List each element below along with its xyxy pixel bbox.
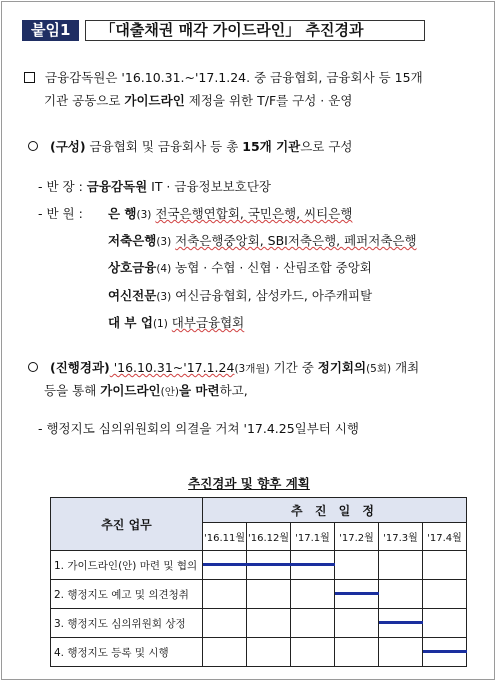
schedule-cell xyxy=(203,580,247,609)
schedule-cell xyxy=(203,609,247,638)
table-row xyxy=(51,580,467,609)
document-page xyxy=(1,1,495,680)
schedule-cell xyxy=(247,638,291,667)
schedule-cell xyxy=(291,580,335,609)
schedule-cell xyxy=(423,551,467,580)
member-label: - 반 원 : xyxy=(38,206,83,221)
circle-bullet-icon xyxy=(28,141,38,151)
member-row: 여신전문(3) 여신금융협회, 삼성카드, 아주캐피탈 xyxy=(108,288,373,303)
task-label: 1. 가이드라인(안) 마련 및 협의 xyxy=(51,551,203,580)
schedule-cell xyxy=(203,638,247,667)
month-header: '17.3월 xyxy=(379,523,423,551)
schedule-cell xyxy=(379,638,423,667)
schedule-cell xyxy=(335,638,379,667)
task-label: 2. 행정지도 예고 및 의견청취 xyxy=(51,580,203,609)
schedule-cell xyxy=(335,580,379,609)
member-row: 은 행(3) 전국은행연합회, 국민은행, 씨티은행 xyxy=(108,206,353,221)
schedule-column-header: 추 진 일 정 xyxy=(203,498,467,523)
schedule-cell xyxy=(203,551,247,580)
progress-line-3: - 행정지도 심의위원회의 의결을 거쳐 '17.4.25일부터 시행 xyxy=(38,421,359,436)
schedule-cell xyxy=(291,551,335,580)
schedule-bar xyxy=(423,650,467,653)
schedule-cell xyxy=(379,609,423,638)
member-row: 상호금융(4) 농협 · 수협 · 신협 · 산림조합 중앙회 xyxy=(108,260,372,275)
table-row xyxy=(51,609,467,638)
intro-line-2: 기관 공동으로 가이드라인 제정을 위한 T/F를 구성 · 운영 xyxy=(44,93,353,108)
schedule-cell xyxy=(247,609,291,638)
schedule-bar xyxy=(203,563,247,566)
schedule-cell xyxy=(335,551,379,580)
schedule-cell xyxy=(247,551,291,580)
schedule-cell xyxy=(247,580,291,609)
schedule-cell xyxy=(423,609,467,638)
schedule-bar xyxy=(335,592,379,595)
attachment-badge: 붙임1 xyxy=(22,20,79,41)
month-header: '17.1월 xyxy=(291,523,335,551)
schedule-bar xyxy=(246,563,291,566)
progress-line-2: 등을 통해 가이드라인(안)을 마련하고, xyxy=(44,383,248,398)
member-row: 저축은행(3) 저축은행중앙회, SBI저축은행, 페퍼저축은행 xyxy=(108,233,417,248)
task-column-header: 추진 업무 xyxy=(51,498,203,551)
schedule-bar xyxy=(290,563,335,566)
square-bullet-icon xyxy=(24,72,35,83)
composition-line: (구성) 금융협회 및 금융회사 등 총 15개 기관으로 구성 xyxy=(28,141,353,154)
task-label: 4. 행정지도 등록 및 시행 xyxy=(51,638,203,667)
schedule-cell xyxy=(291,638,335,667)
month-header: '17.4월 xyxy=(423,523,467,551)
schedule-cell xyxy=(379,580,423,609)
month-header: '17.2월 xyxy=(335,523,379,551)
table-row xyxy=(51,551,467,580)
schedule-cell xyxy=(335,609,379,638)
leader-line: - 반 장 : 금융감독원 IT · 금융정보보호단장 xyxy=(38,179,271,194)
circle-bullet-icon xyxy=(28,362,38,372)
schedule-cell xyxy=(423,580,467,609)
intro-line-1: 금융감독원은 '16.10.31.~'17.1.24. 중 금융협회, 금융회사 등 15개 xyxy=(24,72,423,85)
schedule-cell xyxy=(423,638,467,667)
table-row xyxy=(51,638,467,667)
month-header: '16.12월 xyxy=(247,523,291,551)
member-row: 대 부 업(1) 대부금융협회 xyxy=(108,315,245,330)
month-header: '16.11월 xyxy=(203,523,247,551)
task-label: 3. 행정지도 심의위원회 상정 xyxy=(51,609,203,638)
schedule-bar xyxy=(379,621,423,624)
progress-line-1: (진행경과) '16.10.31~'17.1.24(3개월) 기간 중 정기회의(5회) 개최 xyxy=(28,362,419,375)
document-header xyxy=(22,20,425,41)
schedule-cell xyxy=(379,551,423,580)
schedule-caption: 추진경과 및 향후 계획 xyxy=(188,476,310,491)
schedule-cell xyxy=(291,609,335,638)
document-title: 「대출채권 매각 가이드라인」 추진경과 xyxy=(85,20,425,41)
schedule-table xyxy=(50,497,467,667)
